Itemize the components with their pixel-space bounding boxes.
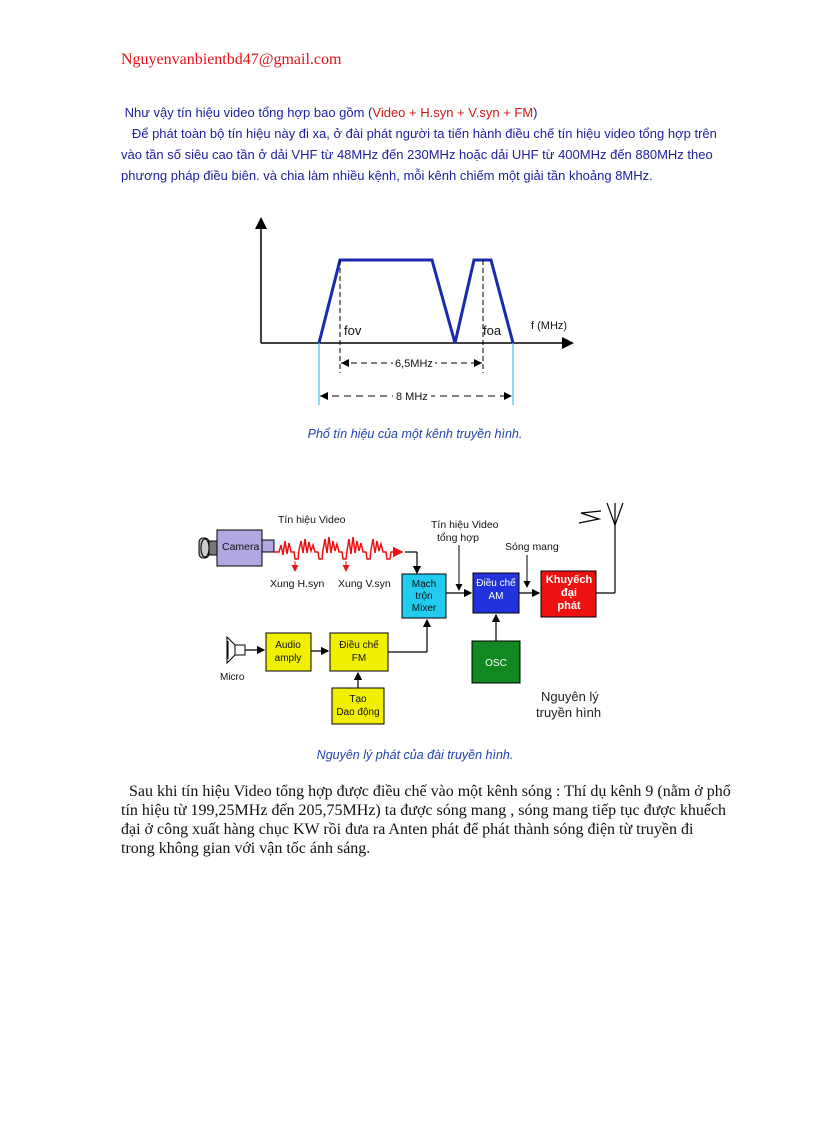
intro-paragraph-text: Để phát toàn bộ tín hiệu này đi xa, ở đài phát người ta tiến hành điều chế tín hiệu video tổng hợp trên vào tần số siêu cao tần ở dải VHF từ 48MHz đến 230MHz hoặc dải UHF từ 400MHz đến 880MHz theo phương pháp điều biên. và chia làm nhiều kệnh, mỗi kênh chiếm một giải tần khoảng 8MHz. — [121, 126, 717, 183]
body-paragraph-text: Sau khi tín hiệu Video tổng hợp được điều chế vào một kênh sóng : Thí dụ kênh 9 (nằm ở phổ tín hiệu từ 199,25MHz đến 205,75MHz) ta được sóng mang , sóng mang tiếp tục được khuếch đại ở công xuất hàng chục KW rồi đưa ra Anten phát để phát thành sóng điện từ truyền đi trong không gian với vận tốc ánh sáng. — [121, 783, 731, 857]
composite-label-line2: tổng hợp — [437, 532, 479, 544]
osc-label: OSC — [485, 658, 507, 669]
am-label-line2: AM — [488, 591, 504, 602]
intro-paragraph — [121, 123, 721, 186]
principle-label-line1: Nguyên lý — [541, 689, 599, 704]
video-signal-label: Tín hiệu Video — [278, 514, 346, 526]
principle-label-line2: truyền hình — [536, 705, 602, 720]
fov-label: fov — [344, 323, 362, 338]
microphone-icon — [227, 637, 245, 663]
amp-label-line2: đại — [561, 587, 577, 599]
micro-label: Micro — [220, 672, 245, 683]
radio-wave-icon — [579, 511, 601, 523]
intro-line-1 — [121, 102, 721, 123]
mixer-label-line3: Mixer — [411, 603, 437, 614]
bandwidth-65-label: 6,5MHz — [395, 358, 433, 370]
bandwidth-8-right-head — [504, 392, 512, 400]
antenna-icon — [607, 503, 623, 525]
mixer-label-line2: trộn — [415, 591, 433, 602]
spectrum-diagram — [250, 215, 580, 410]
fm-label-line2: FM — [351, 653, 367, 664]
intro-highlight: Video + H.syn + V.syn + FM — [372, 105, 534, 120]
spectrum-caption: Phổ tín hiệu của một kênh truyền hình. — [307, 427, 523, 441]
composite-label-line1: Tín hiệu Video — [431, 519, 499, 531]
amp-label-line3: phát — [557, 600, 581, 612]
bandwidth-65-right-head — [474, 359, 482, 367]
bandwidth-8-left-head — [320, 392, 328, 400]
author-email: Nguyenvanbientbd47@gmail.com — [121, 51, 342, 68]
body-paragraph — [121, 782, 731, 858]
audio-label-line2: amply — [274, 653, 302, 664]
bandwidth-65-left-head — [341, 359, 349, 367]
fm-label-line1: Điều chế — [339, 640, 379, 651]
gen-label-line1: Tạo — [349, 694, 367, 705]
intro-line-1-suffix: ) — [533, 105, 538, 120]
transmitter-diagram — [195, 495, 635, 725]
frequency-axis-label: f (MHz) — [531, 320, 568, 332]
transmitter-caption: Nguyên lý phát của đài truyền hình. — [316, 748, 514, 762]
fm-modulator-block — [330, 633, 388, 671]
am-label-line1: Điều chế — [476, 578, 516, 589]
amp-label-line1: Khuyếch — [545, 574, 593, 586]
camera-label: Camera — [222, 541, 260, 553]
vsync-label: Xung V.syn — [338, 578, 391, 590]
audio-label-line1: Audio — [275, 640, 301, 651]
hsync-label: Xung H.syn — [270, 578, 325, 590]
foa-label: foa — [483, 323, 502, 338]
bandwidth-8-label: 8 MHz — [396, 391, 428, 403]
mixer-label-line1: Mạch — [411, 579, 437, 590]
audio-amply-block — [266, 633, 311, 671]
intro-line-1-prefix: Như vậy tín hiệu video tổng hợp bao gồm ( — [124, 105, 373, 120]
video-waveform — [274, 537, 402, 559]
intro-text — [121, 102, 721, 186]
gen-label-line2: Dao động — [336, 707, 380, 718]
carrier-label: Sóng mang — [505, 541, 559, 553]
